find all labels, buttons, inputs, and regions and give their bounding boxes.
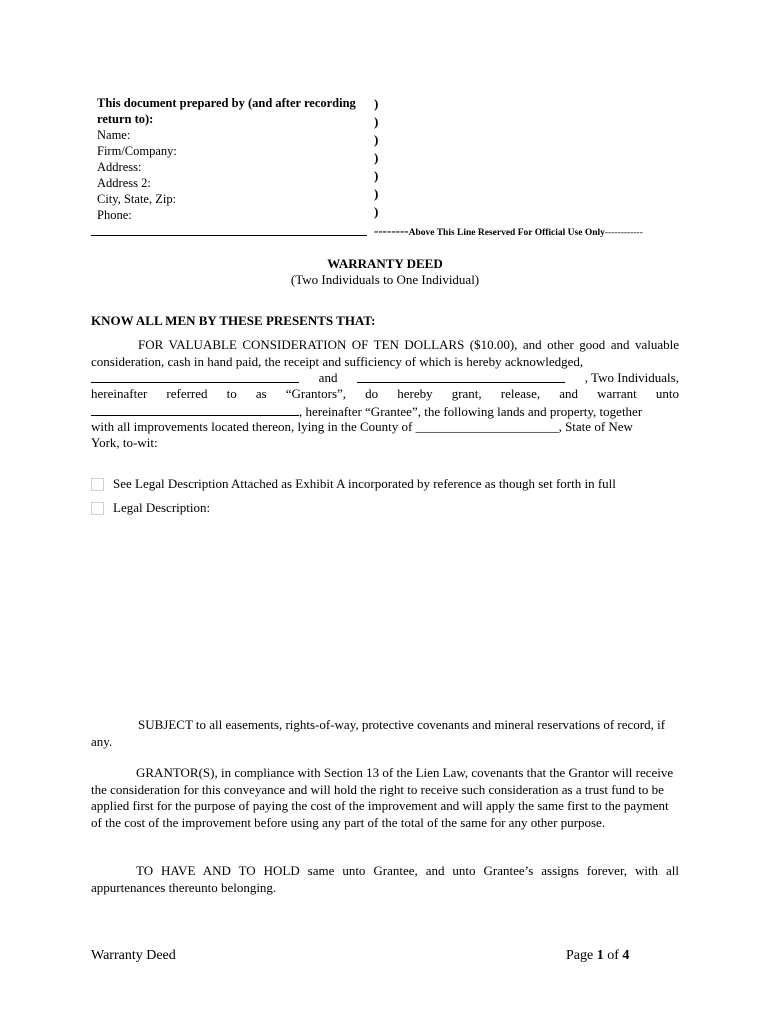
habendum-paragraph: TO HAVE AND TO HOLD same unto Grantee, and unto Grantee’s assigns forever, with all appurtenances thereunto belonging. xyxy=(91,863,679,895)
page-number xyxy=(566,948,629,964)
york-line: York, to-wit: xyxy=(91,435,158,450)
exhibit-option[interactable] xyxy=(91,476,616,492)
document-title: WARRANTY DEED xyxy=(327,256,443,271)
footer-title: Warranty Deed xyxy=(91,948,176,963)
paren: ) xyxy=(374,114,379,129)
exhibit-label: See Legal Description Attached as Exhibit A incorporated by reference as though set forth in full xyxy=(113,476,616,491)
paren: ) xyxy=(374,150,379,165)
know-all-heading: KNOW ALL MEN BY THESE PRESENTS THAT: xyxy=(91,313,376,328)
reserved-tail: ------------ xyxy=(604,228,643,238)
exhibit-checkbox[interactable] xyxy=(91,478,104,491)
improvements-line: with all improvements located thereon, lying in the County of ______________________, State of New xyxy=(91,419,633,434)
page-current: 1 xyxy=(596,948,604,963)
legal-description-checkbox[interactable] xyxy=(91,502,104,515)
address-label: Address: xyxy=(97,160,142,174)
phone-label: Phone: xyxy=(97,208,132,222)
grantee-line xyxy=(91,403,679,421)
and-word: and xyxy=(318,370,338,385)
firm-label: Firm/Company: xyxy=(97,144,177,158)
lien-law-paragraph: GRANTOR(S), in compliance with Section 13 of the Lien Law, covenants that the Grantor will receive the consideration for this conveyance and will hold the right to receive such consideration as a trust fund to be applied first for the purpose of paying the cost of the improvement and will apply the same first to the payment of the cost of the improvement before using any part of the total of the same for any other purpose. xyxy=(91,765,674,830)
city-state-zip-label: City, State, Zip: xyxy=(97,192,177,206)
preparer-heading: This document prepared by (and after recording return to): xyxy=(97,96,356,126)
preparer-block xyxy=(97,95,367,223)
legal-description-label: Legal Description: xyxy=(113,500,211,515)
two-individuals-text: , Two Individuals, xyxy=(584,370,679,385)
paren: ) xyxy=(374,132,379,147)
paren-column xyxy=(374,95,378,221)
paren: ) xyxy=(374,186,379,201)
page-total: 4 xyxy=(622,948,630,963)
reserved-text: Above This Line Reserved For Official Use Only xyxy=(408,228,605,238)
paren: ) xyxy=(374,204,379,219)
preparer-divider xyxy=(91,235,367,236)
grantors-line: hereinafter referred to as “Grantors”, do hereby grant, release, and warrant unto xyxy=(91,386,679,401)
paren: ) xyxy=(374,168,379,183)
grantee-text: , hereinafter “Grantee”, the following lands and property, together xyxy=(299,404,643,419)
grantor2-blank[interactable] xyxy=(357,370,565,383)
address2-label: Address 2: xyxy=(97,176,151,190)
grantor-names-line xyxy=(91,370,679,387)
subject-paragraph: SUBJECT to all easements, rights-of-way, protective covenants and mineral reservations of record, if any. xyxy=(91,717,666,749)
reserved-line xyxy=(374,223,643,239)
page-word: Page xyxy=(566,948,594,963)
name-label: Name: xyxy=(97,128,131,142)
of-word: of xyxy=(607,948,619,963)
grantee-blank[interactable] xyxy=(91,403,299,416)
reserved-dashes: -------- xyxy=(374,223,409,238)
grantor1-blank[interactable] xyxy=(91,370,299,383)
legal-description-option[interactable] xyxy=(91,500,210,516)
paren: ) xyxy=(374,96,379,111)
consideration-paragraph: FOR VALUABLE CONSIDERATION OF TEN DOLLARS ($10.00), and other good and valuable consideration, cash in hand paid, the receipt and sufficiency of which is hereby acknowledged, xyxy=(91,337,679,369)
document-subtitle: (Two Individuals to One Individual) xyxy=(290,272,480,287)
